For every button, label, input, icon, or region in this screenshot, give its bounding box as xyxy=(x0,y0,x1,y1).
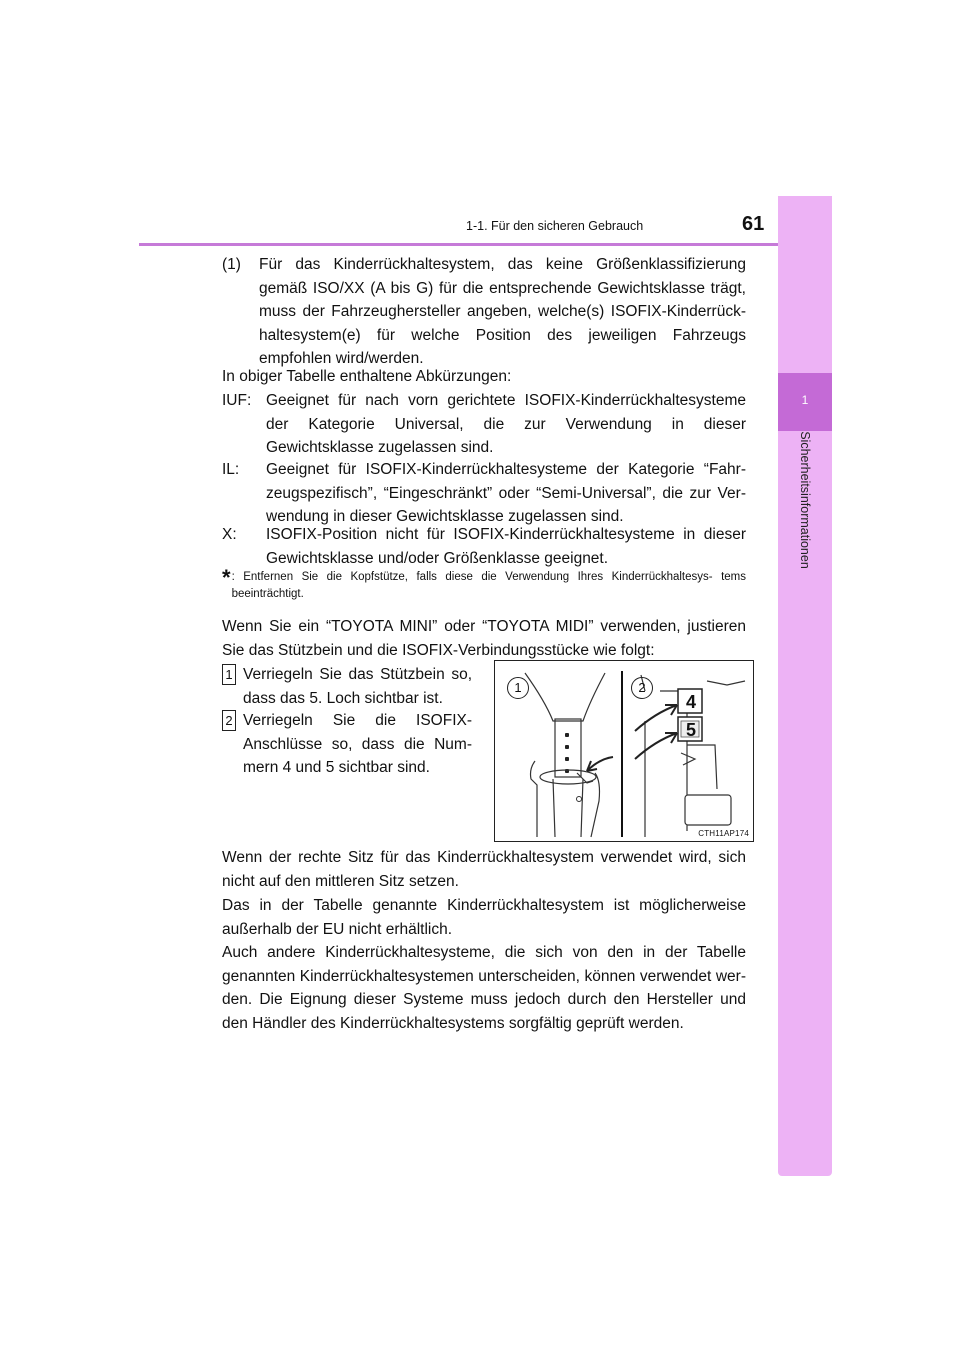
chapter-number-tab xyxy=(778,373,832,431)
callout-1: 1 xyxy=(507,677,529,699)
step-1 xyxy=(222,663,472,710)
step-text: Verriegeln Sie die ISOFIX- Anschlüsse so, dass die Num- mern 4 und 5 sichtbar sind. xyxy=(243,712,472,776)
paragraph: Auch andere Kinderrückhaltesysteme, die sich von den in der Tabelle genannten Kinderrückhaltesystemen unterscheiden, können verwendet wer- den. Die Eignung dieser Systeme muss jedoch durch den Hersteller und den Händler des Kinderrückhaltesystems sorgfältig geprüft werden. xyxy=(222,944,746,1032)
header-rule xyxy=(139,243,830,246)
abbr-tag: IL: xyxy=(222,461,240,478)
abbr-iuf xyxy=(222,389,746,460)
side-tab-foot xyxy=(778,1168,832,1176)
abbr-x xyxy=(222,523,746,570)
abbr-text: Geeignet für nach vorn gerichtete ISOFIX-Kinderrückhaltesysteme der Kategorie Universal, die zur Verwendung in dieser Gewichtsklasse zugelassen sind. xyxy=(266,392,746,456)
step-2 xyxy=(222,709,472,780)
abbr-intro: In obiger Tabelle enthaltene Abkürzungen: xyxy=(222,368,512,385)
paragraph: Das in der Tabelle genannte Kinderrückhaltesystem ist möglicherweise außerhalb der EU nicht erhältlich. xyxy=(222,897,746,938)
abbr-il xyxy=(222,458,746,529)
connector-number-4: 4 xyxy=(685,692,696,712)
isofix-illustration xyxy=(494,660,754,842)
connector-number-5: 5 xyxy=(685,720,696,740)
abbr-text: ISOFIX-Position nicht für ISOFIX-Kinderrückhaltesysteme in dieser Gewichtsklasse und/oder Größenklasse geeignet. xyxy=(266,526,746,567)
chapter-number: 1 xyxy=(801,393,809,407)
chapter-side-tab xyxy=(778,196,832,1170)
abbr-text: Geeignet für ISOFIX-Kinderrückhaltesysteme der Kategorie “Fahr- zeugspezifisch”, “Eingeschränkt” oder “Semi-Universal”, die zur Ver- wendung in dieser Gewichtsklasse zugelassen sind. xyxy=(266,461,746,525)
adjust-intro: Wenn Sie ein “TOYOTA MINI” oder “TOYOTA MIDI” verwenden, justieren Sie das Stützbein und die ISOFIX-Verbindungsstücke wie folgt: xyxy=(222,618,746,659)
section-title: 1-1. Für den sicheren Gebrauch xyxy=(466,219,644,233)
callout-2: 2 xyxy=(631,677,653,699)
footnote xyxy=(222,565,746,603)
page-number: 61 xyxy=(742,213,765,235)
step-number-badge: 1 xyxy=(222,664,236,685)
figure-code: CTH11AP174 xyxy=(698,829,749,838)
abbr-tag: IUF: xyxy=(222,392,252,409)
note-1 xyxy=(222,253,746,371)
step-number-badge: 2 xyxy=(222,710,236,731)
footnote-mark: * xyxy=(222,565,231,590)
step-text: Verriegeln Sie das Stützbein so, dass das 5. Loch sichtbar ist. xyxy=(243,666,472,707)
chapter-title: Sicherheitsinformationen xyxy=(798,431,812,569)
note-1-tag: (1) xyxy=(222,256,241,273)
abbr-tag: X: xyxy=(222,526,237,543)
footnote-text: : Entfernen Sie die Kopfstütze, falls diese die Verwendung Ihres Kinderrückhaltesys- tems beeinträchtigt. xyxy=(231,571,746,600)
note-1-text: Für das Kinderrückhaltesystem, das keine Größenklassifizierung gemäß ISO/XX (A bis G) für die entsprechende Gewichtsklasse trägt, muss der Fahrzeughersteller angeben, welche(s) ISOFIX-Kinderrück- haltesystem(e) für welche Position des jeweiligen Fahrzeugs empfohlen wird/werden. xyxy=(259,256,746,367)
paragraph: Wenn der rechte Sitz für das Kinderrückhaltesystem verwendet wird, sich nicht auf den mittleren Sitz setzen. xyxy=(222,849,746,890)
isofix-drawing xyxy=(495,661,753,841)
